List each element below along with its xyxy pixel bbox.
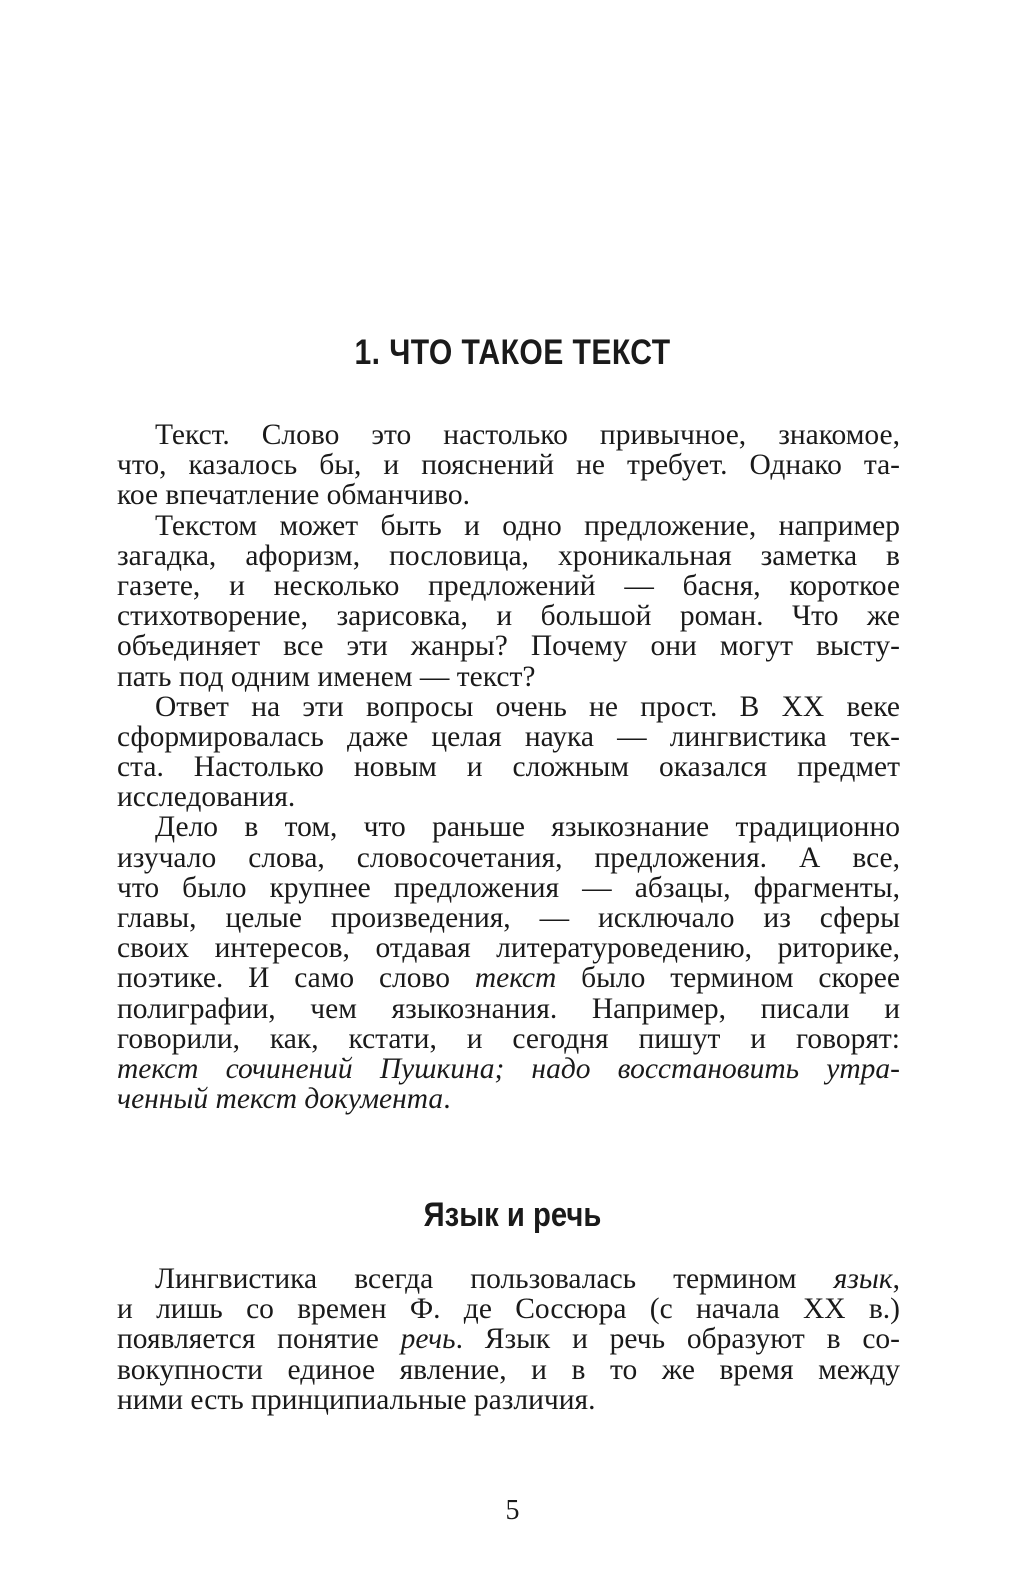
text-line xyxy=(117,1264,900,1294)
text-line: ними есть принципиальные различия. xyxy=(117,1383,596,1416)
text-line: исследования. xyxy=(117,781,296,814)
text-line: Текст. Слово это настолько привычное, знакомое, xyxy=(155,419,900,451)
italic-term: язык xyxy=(833,1263,893,1295)
text-line: изучало слова, словосочетания, предложения. А все, xyxy=(117,841,900,874)
text-line: полиграфии, чем языкознания. Например, писали и xyxy=(117,992,900,1025)
text-line: главы, целые произведения, — исключало из сферы xyxy=(117,902,900,934)
text-line: газете, и несколько предложений — басня, короткое xyxy=(117,569,900,602)
text-line: сформировалась даже целая наука — лингвистика тек- xyxy=(117,720,900,753)
section-title: Язык и речь xyxy=(423,1196,602,1234)
text-line: кое впечатление обманчиво. xyxy=(117,479,470,512)
text-fragment: было термином скорее xyxy=(556,962,900,995)
text-fragment: , xyxy=(892,1263,900,1295)
text-line: объединяет все эти жанры? Почему они могут высту- xyxy=(117,630,900,663)
text-line: и лишь со времен Ф. де Соссюра (с начала XX в.) xyxy=(117,1293,900,1326)
text-line: Ответ на эти вопросы очень не прост. В XX веке xyxy=(155,690,900,723)
text-line: ста. Настолько новым и сложным оказался предмет xyxy=(117,751,900,784)
text-line: стихотворение, зарисовка, и большой роман. Что же xyxy=(117,600,900,633)
text-fragment: . Язык и речь образуют в со- xyxy=(455,1323,900,1356)
text-line xyxy=(117,963,900,993)
text-line: что было крупнее предложения — абзацы, фрагменты, xyxy=(117,871,900,904)
text-line: Дело в том, что раньше языкознание традиционно xyxy=(155,811,900,844)
text-fragment: появляется понятие xyxy=(117,1323,401,1356)
text-line: вокупности единое явление, и в то же время между xyxy=(117,1353,900,1386)
text-line: своих интересов, отдавая литературоведению, риторике, xyxy=(117,932,900,965)
text-line: пать под одним именем — текст? xyxy=(117,660,536,693)
text-fragment: поэтике. И само слово xyxy=(117,962,475,995)
text-line: говорили, как, кстати, и сегодня пишут и говорят: xyxy=(117,1022,900,1055)
text-line xyxy=(117,1324,900,1354)
text-fragment: Лингвистика всегда пользовалась термином xyxy=(155,1263,834,1295)
italic-term: текст xyxy=(474,962,557,995)
text-line xyxy=(117,1084,900,1114)
text-line: что, казалось бы, и пояснений не требует. Однако та- xyxy=(117,449,900,482)
text-fragment: . xyxy=(443,1083,451,1116)
section-body xyxy=(117,1264,900,1415)
italic-term: речь xyxy=(400,1323,456,1356)
page-number: 5 xyxy=(505,1495,520,1526)
chapter-body xyxy=(117,420,900,1114)
italic-example: ченный текст документа xyxy=(117,1083,444,1116)
text-line: загадка, афоризм, пословица, хроникальная заметка в xyxy=(117,539,900,572)
italic-example-line: текст сочинений Пушкина; надо восстановить утра- xyxy=(117,1052,900,1085)
chapter-title: 1. ЧТО ТАКОЕ ТЕКСТ xyxy=(354,333,671,372)
text-line: Текстом может быть и одно предложение, например xyxy=(155,509,900,542)
